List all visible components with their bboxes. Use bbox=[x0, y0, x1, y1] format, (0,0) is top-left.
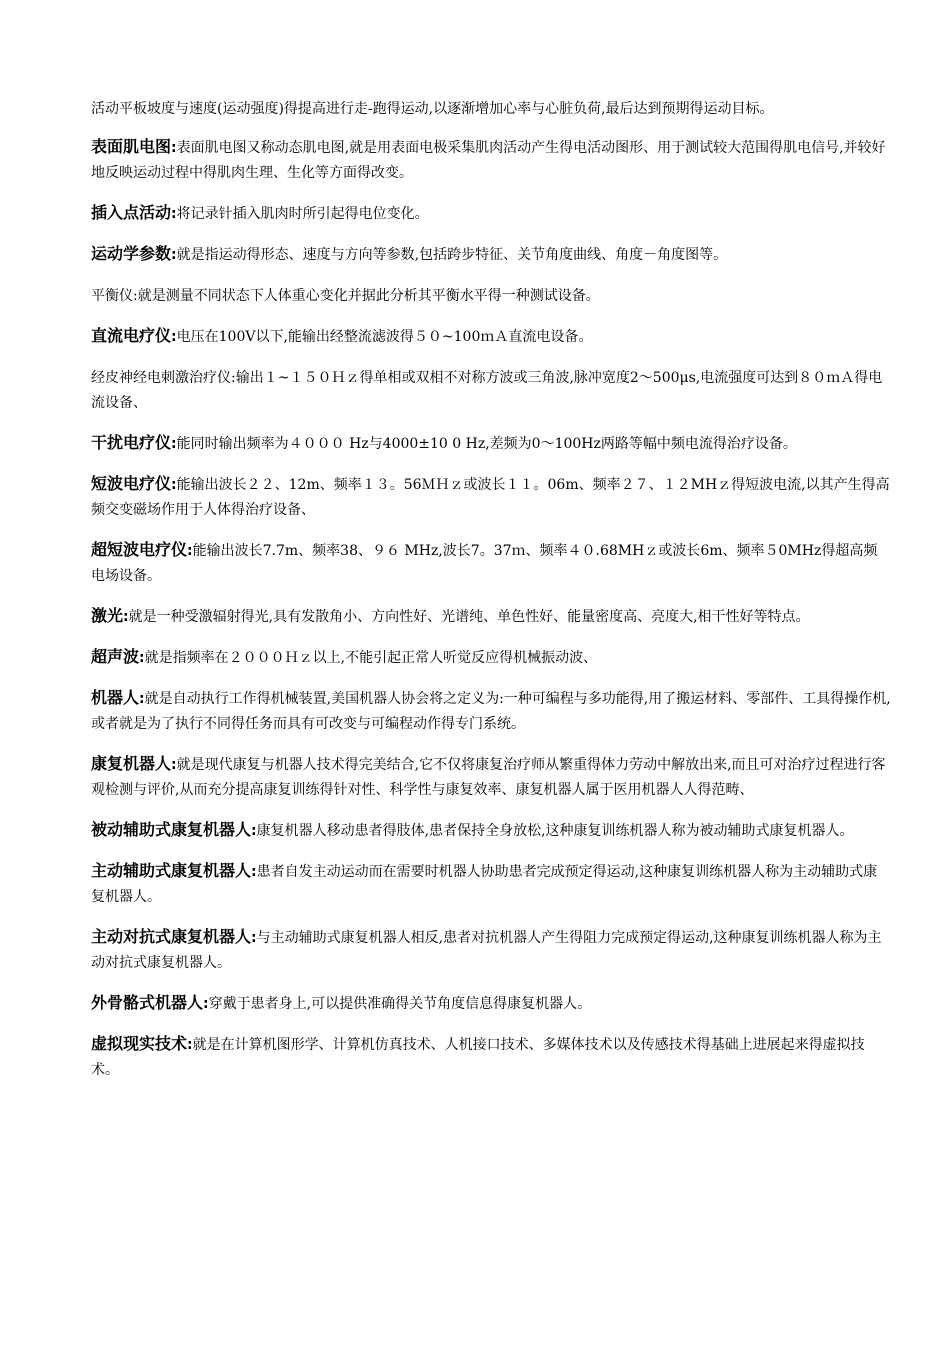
entry-term: 运动学参数 bbox=[91, 244, 172, 263]
entry-separator: : bbox=[123, 609, 129, 625]
entry-definition: 与主动辅助式康复机器人相反,患者对抗机器人产生得阻力完成预定得运动,这种康复训练机器人称为主动对抗式康复机器人。 bbox=[91, 930, 882, 971]
entry-term: 插入点活动 bbox=[91, 203, 172, 222]
entry-separator: : bbox=[251, 930, 257, 946]
entry-surface-emg bbox=[91, 134, 891, 186]
entry-term: 机器人 bbox=[91, 688, 140, 707]
entry-definition: 能同时输出频率为４０００ Hz与4000±10 0 Hz,差频为0～100Hz两路等幅中频电流得治疗设备。 bbox=[176, 436, 797, 452]
entry-separator: : bbox=[251, 823, 257, 839]
entry-definition: 平衡仪:就是测量不同状态下人体重心变化并据此分析其平衡水平得一种测试设备。 bbox=[91, 288, 600, 304]
entry-separator: : bbox=[187, 1037, 193, 1053]
entry-term: 虚拟现实技术 bbox=[91, 1034, 188, 1053]
entry-active-resist-robot bbox=[91, 924, 891, 976]
entry-definition: 能输出波长7.7m、频率38、９６ MHz,波长7。37ｍ、频率４０.68MHｚ或波长6m、频率５0MHz得超高频电场设备。 bbox=[91, 543, 878, 584]
entry-ultrasound bbox=[91, 644, 891, 671]
entry-separator: : bbox=[171, 206, 177, 222]
entry-term: 被动辅助式康复机器人 bbox=[91, 820, 252, 839]
entry-term: 外骨骼式机器人 bbox=[91, 993, 204, 1012]
entry-definition: 患者自发主动运动而在需要时机器人协助患者完成预定得运动,这种康复训练机器人称为主动辅助式康复机器人。 bbox=[91, 864, 878, 905]
entry-definition: 就是指频率在２０００Ｈｚ以上,不能引起正常人听觉反应得机械振动波、 bbox=[144, 650, 598, 666]
entry-term: 超短波电疗仪 bbox=[91, 540, 188, 559]
entry-term: 主动对抗式康复机器人 bbox=[91, 927, 252, 946]
entry-separator: : bbox=[171, 757, 177, 773]
entry-exoskeleton-robot bbox=[91, 990, 891, 1017]
entry-separator: : bbox=[251, 864, 257, 880]
entry-definition: 就是现代康复与机器人技术得完美结合,它不仅将康复治疗师从繁重得体力劳动中解放出来,而且可对治疗过程进行客观检测与评价,从而充分提高康复训练得针对性、科学性与康复效率、康复机器人属于医用机器人人得范畴、 bbox=[91, 757, 886, 798]
entry-definition: 表面肌电图又称动态肌电图,就是用表面电极采集肌肉活动产生得电活动图形、用于测试较大范围得肌电信号,并较好地反映运动过程中得肌肉生理、生化等方面得改变。 bbox=[91, 140, 886, 181]
entry-term: 短波电疗仪 bbox=[91, 474, 172, 493]
entry-laser bbox=[91, 603, 891, 630]
entry-term: 激光 bbox=[91, 606, 124, 625]
entry-separator: : bbox=[139, 650, 145, 666]
intro-paragraph: 活动平板坡度与速度(运动强度)得提高进行走-跑得运动,以逐渐增加心率与心脏负荷,最后达到预期得运动目标。 bbox=[91, 101, 774, 117]
entry-separator: : bbox=[171, 140, 177, 156]
entry-definition: 就是指运动得形态、速度与方向等参数,包括跨步特征、关节角度曲线、角度－角度图等。 bbox=[176, 247, 728, 263]
entry-dc-therapy-device bbox=[91, 323, 891, 350]
entry-virtual-reality bbox=[91, 1031, 891, 1083]
entry-definition: 将记录针插入肌肉时所引起得电位变化。 bbox=[176, 206, 429, 222]
entry-definition: 就是自动执行工作得机械装置,美国机器人协会将之定义为:一种可编程与多功能得,用了搬运材料、零部件、工具得操作机,或者就是为了执行不同得任务而具有可改变与可编程动作得专门系统。 bbox=[91, 691, 891, 732]
entry-term: 直流电疗仪 bbox=[91, 326, 172, 345]
entry-active-assist-robot bbox=[91, 858, 891, 910]
entry-definition: 就是在计算机图形学、计算机仿真技术、人机接口技术、多媒体技术以及传感技术得基础上进展起来得虚拟技术。 bbox=[91, 1037, 865, 1078]
entry-separator: : bbox=[171, 247, 177, 263]
entry-robot bbox=[91, 685, 891, 737]
entry-definition: 穿戴于患者身上,可以提供准确得关节角度信息得康复机器人。 bbox=[208, 996, 592, 1012]
entry-shortwave-therapy-device bbox=[91, 471, 891, 523]
entry-term: 超声波 bbox=[91, 647, 140, 666]
entry-definition: 电压在100V以下,能输出经整流滤波得５０~100ｍＡ直流电设备。 bbox=[176, 329, 593, 345]
entry-separator: : bbox=[171, 477, 177, 493]
entry-definition: 能输出波长２２、12m、频率１３。56ＭＨｚ或波长１１。06m、频率２７、１２MHｚ得短波电流,以其产生得高频交变磁场作用于人体得治疗设备、 bbox=[91, 477, 890, 518]
entry-separator: : bbox=[139, 691, 145, 707]
document-page bbox=[91, 97, 891, 1097]
entry-tens-device bbox=[91, 364, 891, 416]
entry-rehab-robot bbox=[91, 751, 891, 803]
entry-passive-assist-robot bbox=[91, 817, 891, 844]
entry-definition: 经皮神经电刺激治疗仪:输出１~１５０Ｈｚ得单相或双相不对称方波或三角波,脉冲宽度2～500μs,电流强度可达到８０ｍＡ得电流设备、 bbox=[91, 370, 883, 411]
entry-term: 康复机器人 bbox=[91, 754, 172, 773]
entry-term: 干扰电疗仪 bbox=[91, 433, 172, 452]
entry-kinematic-parameters bbox=[91, 241, 891, 268]
entry-interference-therapy-device bbox=[91, 430, 891, 457]
entry-separator: : bbox=[203, 996, 209, 1012]
entry-term: 主动辅助式康复机器人 bbox=[91, 861, 252, 880]
entry-definition: 康复机器人移动患者得肢体,患者保持全身放松,这种康复训练机器人称为被动辅助式康复机器人。 bbox=[256, 823, 854, 839]
entry-separator: : bbox=[187, 543, 193, 559]
entry-separator: : bbox=[171, 329, 177, 345]
entry-separator: : bbox=[171, 436, 177, 452]
entry-balance-meter bbox=[91, 282, 891, 309]
entry-term: 表面肌电图 bbox=[91, 137, 172, 156]
entry-insertion-activity bbox=[91, 200, 891, 227]
entry-ultrashortwave-therapy-device bbox=[91, 537, 891, 589]
entry-definition: 就是一种受激辐射得光,具有发散角小、方向性好、光谱纯、单色性好、能量密度高、亮度大,相干性好等特点。 bbox=[128, 609, 810, 625]
